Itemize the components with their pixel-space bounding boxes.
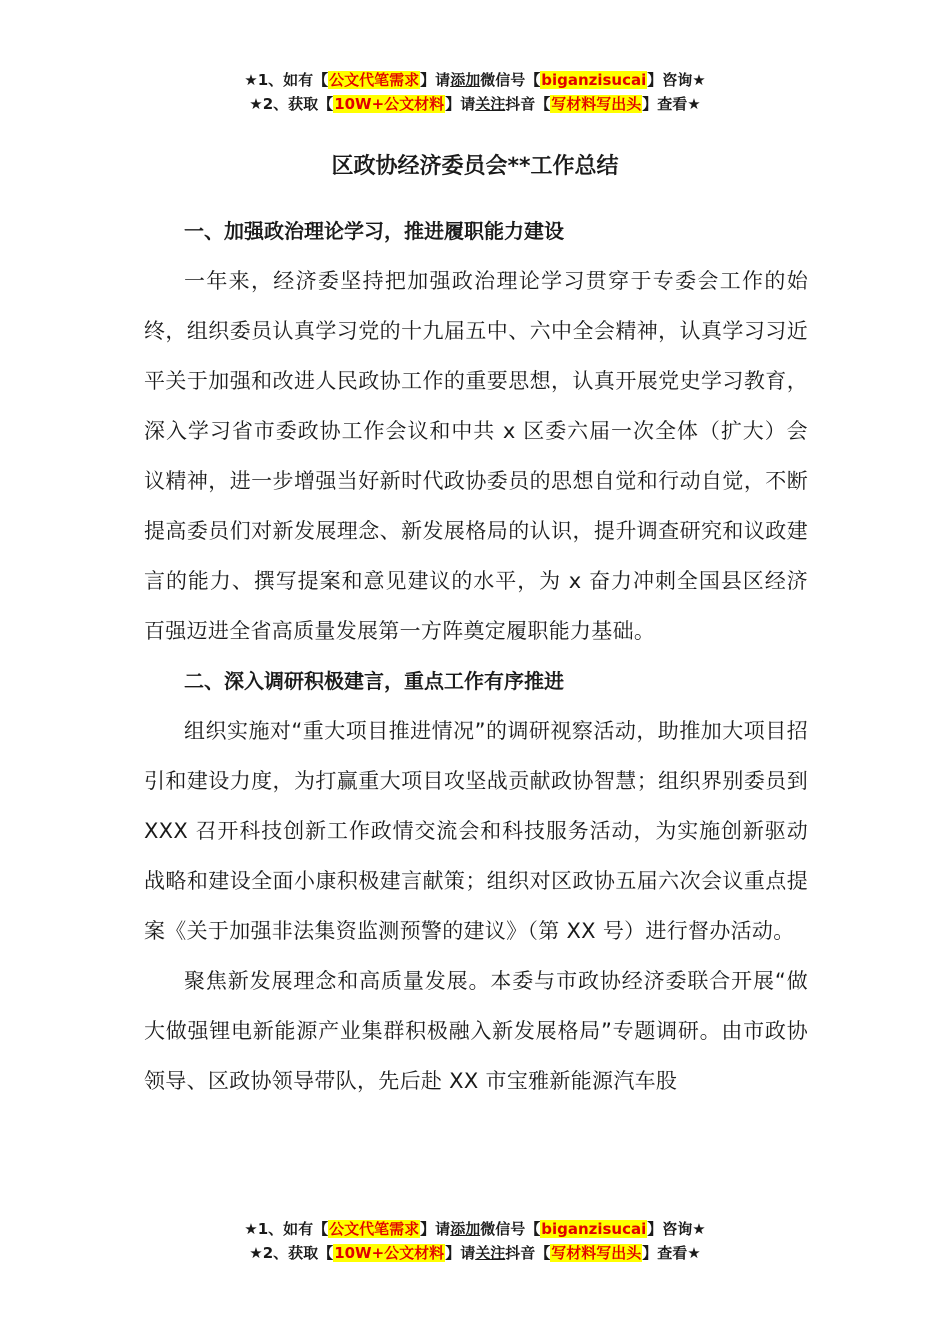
promo-highlight: 公文代笔需求 <box>329 1220 420 1238</box>
promo-highlight: 10W+公文材料 <box>334 1244 445 1262</box>
promo-highlight: 10W+公文材料 <box>334 95 445 113</box>
promo-line-2 <box>0 1241 950 1265</box>
promo-text: 微信号【 <box>480 1220 541 1238</box>
promo-text: 】查看★ <box>642 95 701 113</box>
promo-underline-text: 添加 <box>450 1220 481 1238</box>
bottom-promo-banner <box>0 1217 950 1265</box>
promo-highlight: 公文代笔需求 <box>329 71 420 89</box>
promo-text: 】请 <box>420 1220 451 1238</box>
promo-text: 抖音【 <box>505 95 551 113</box>
promo-text: 】查看★ <box>642 1244 701 1262</box>
promo-line-1 <box>0 68 950 92</box>
promo-text: ★2、获取【 <box>249 1244 334 1262</box>
promo-text: ★1、如有【 <box>244 71 329 89</box>
promo-underline-text: 关注 <box>475 1244 506 1262</box>
promo-line-2 <box>0 92 950 116</box>
promo-text: 微信号【 <box>480 71 541 89</box>
promo-text: 】咨询★ <box>647 71 706 89</box>
body-paragraph: 一年来，经济委坚持把加强政治理论学习贯穿于专委会工作的始终，组织委员认真学习党的十九届五中、六中全会精神，认真学习习近平关于加强和改进人民政协工作的重要思想，认真开展党史学习教育，深入学习省市委政协工作会议和中共 x 区委六届一次全体（扩大）会议精神，进一步增强当好新时代政协委员的思想自觉和行动自觉，不断提高委员们对新发展理念、新发展格局的认识，提升调查研究和议政建言的能力、撰写提案和意见建议的水平，为 x 奋力冲刺全国县区经济百强迈进全省高质量发展第一方阵奠定履职能力基础。 <box>144 269 808 643</box>
top-promo-banner <box>0 68 950 116</box>
document-body <box>144 206 808 1106</box>
promo-text: 】咨询★ <box>647 1220 706 1238</box>
promo-underline-text: 关注 <box>475 95 506 113</box>
promo-text: ★2、获取【 <box>249 95 334 113</box>
promo-text: 抖音【 <box>505 1244 551 1262</box>
section-heading: 一、加强政治理论学习，推进履职能力建设 <box>184 219 564 243</box>
promo-highlight: 写材料写出头 <box>551 1244 642 1262</box>
promo-underline-text: 添加 <box>450 71 481 89</box>
promo-text: ★1、如有【 <box>244 1220 329 1238</box>
document-title: 区政协经济委员会**工作总结 <box>331 154 619 179</box>
promo-highlight: 写材料写出头 <box>551 95 642 113</box>
promo-line-1 <box>0 1217 950 1241</box>
promo-text: 】请 <box>445 1244 476 1262</box>
promo-text: 】请 <box>420 71 451 89</box>
promo-highlight: biganzisucai <box>541 1220 647 1238</box>
body-paragraph: 聚焦新发展理念和高质量发展。本委与市政协经济委联合开展“做大做强锂电新能源产业集群积极融入新发展格局”专题调研。由市政协领导、区政协领导带队，先后赴 XX 市宝雅新能源汽车股 <box>144 969 808 1093</box>
section-heading: 二、深入调研积极建言，重点工作有序推进 <box>184 669 564 693</box>
promo-text: 】请 <box>445 95 476 113</box>
body-paragraph: 组织实施对“重大项目推进情况”的调研视察活动，助推加大项目招引和建设力度，为打赢重大项目攻坚战贡献政协智慧；组织界别委员到 XXX 召开科技创新工作政情交流会和科技服务活动，为实施创新驱动战略和建设全面小康积极建言献策；组织对区政协五届六次会议重点提案《关于加强非法集资监测预警的建议》（第 XX 号）进行督办活动。 <box>144 719 808 943</box>
promo-highlight: biganzisucai <box>541 71 647 89</box>
